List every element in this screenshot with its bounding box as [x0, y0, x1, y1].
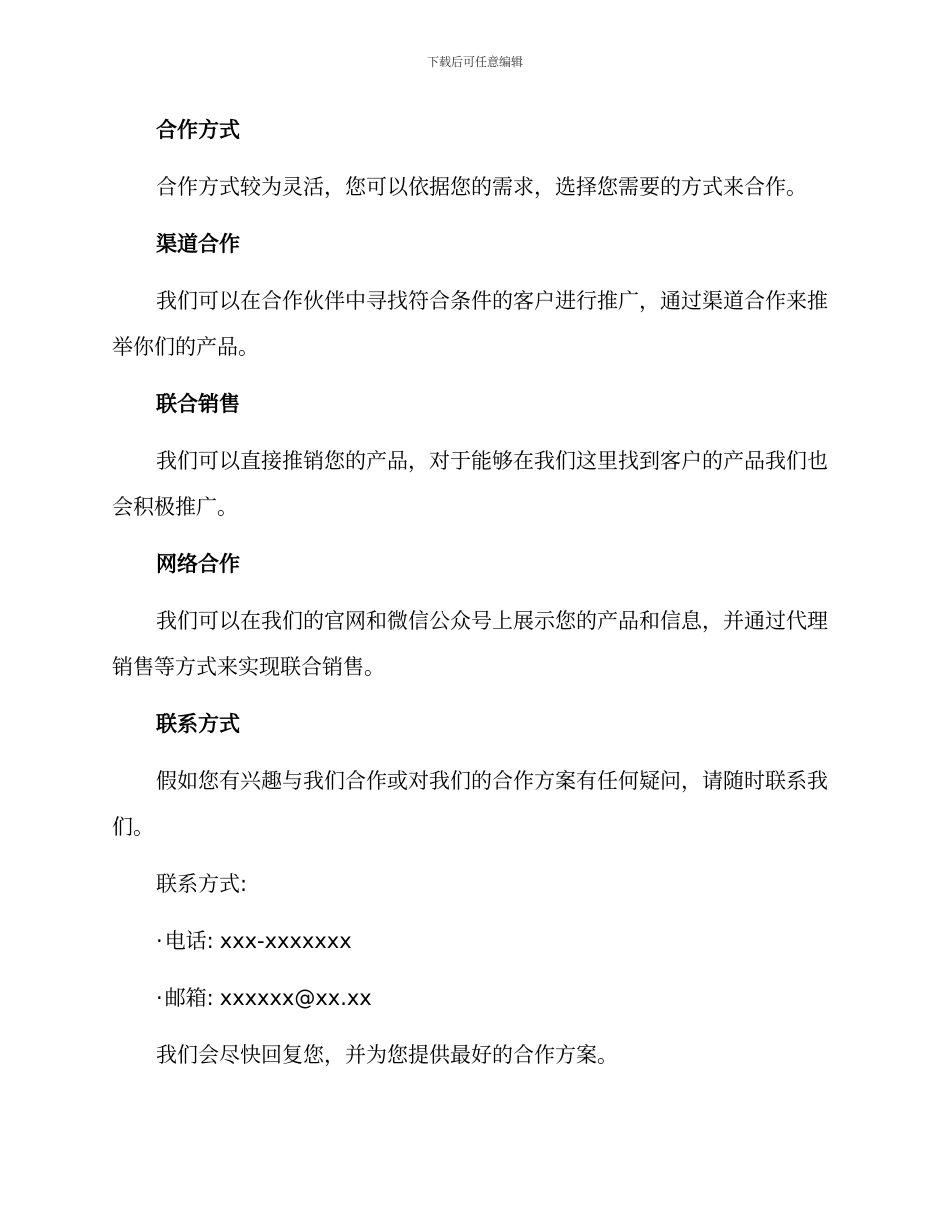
- contact-email: [112, 975, 830, 1021]
- paragraph-contact: 假如您有兴趣与我们合作或对我们的合作方案有任何疑问，请随时联系我们。: [112, 769, 828, 839]
- phone-label: 电话:: [164, 929, 214, 953]
- heading-channel: 渠道合作: [156, 232, 240, 256]
- email-label: 邮箱:: [164, 986, 214, 1010]
- contact-label: 联系方式:: [156, 872, 248, 896]
- phone-value: xxx-xxxxxxx: [219, 929, 352, 953]
- heading-network: 网络合作: [156, 552, 240, 576]
- bullet-icon: ·: [156, 986, 163, 1010]
- paragraph-closing: 我们会尽快回复您，并为您提供最好的合作方案。: [156, 1043, 618, 1067]
- bullet-icon: ·: [156, 929, 163, 953]
- paragraph-network: 我们可以在我们的官网和微信公众号上展示您的产品和信息，并通过代理销售等方式来实现联合销售。: [112, 609, 828, 679]
- document-body: [112, 107, 830, 1089]
- page-header: 下载后可任意编辑: [426, 55, 523, 69]
- paragraph-cooperation-mode: 合作方式较为灵活，您可以依据您的需求，选择您需要的方式来合作。: [156, 175, 807, 199]
- heading-cooperation-mode: 合作方式: [156, 118, 240, 142]
- paragraph-channel: 我们可以在合作伙伴中寻找符合条件的客户进行推广，通过渠道合作来推举你们的产品。: [112, 289, 828, 359]
- heading-contact: 联系方式: [156, 712, 240, 736]
- contact-phone: [112, 918, 830, 964]
- heading-joint-sales: 联合销售: [156, 392, 240, 416]
- paragraph-joint-sales: 我们可以直接推销您的产品，对于能够在我们这里找到客户的产品我们也会积极推广。: [112, 449, 828, 519]
- email-value: xxxxxx@xx.xx: [219, 986, 372, 1010]
